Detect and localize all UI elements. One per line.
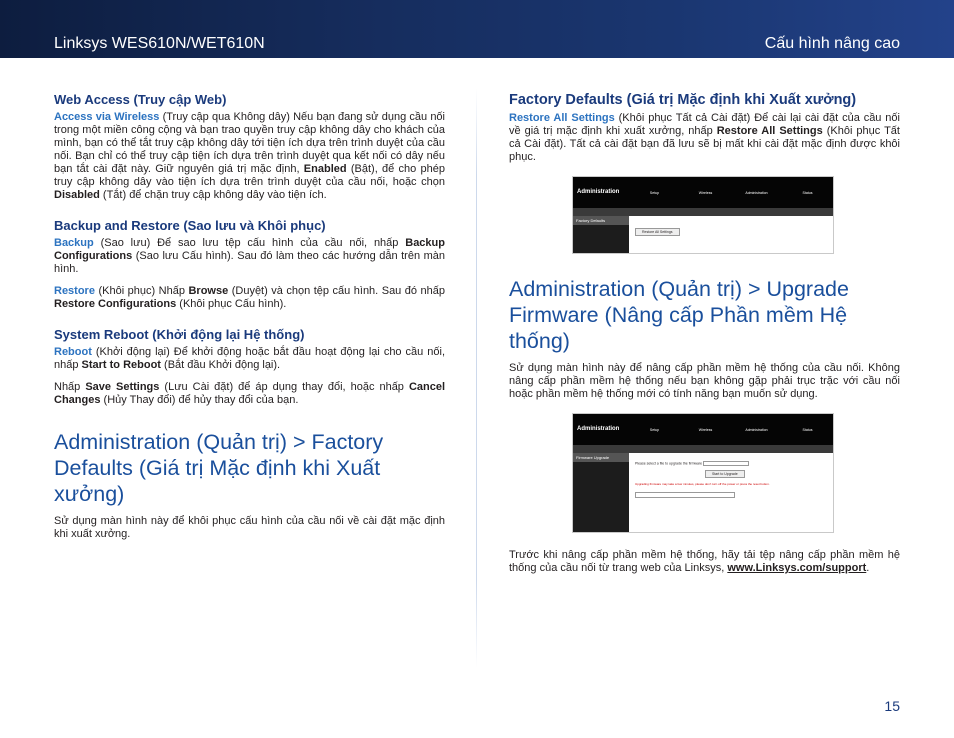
download-paragraph: Trước khi nâng cấp phần mềm hệ thống, hãy tải tệp nâng cấp phần mềm hệ thống của cầu nối từ trang web của Linksys, www.Linksys.com/support. [509,549,900,574]
screen-title-bar: Administration Setup Wireless Administration Status [573,177,833,208]
screen-title-bar: Administration Setup Wireless Administration Status [573,414,833,445]
screen-sidebar: Firmware Upgrade [573,453,629,532]
backup-heading: Backup and Restore (Sao lưu và Khôi phục) [54,218,326,233]
product-name: Linksys WES610N/WET610N [54,35,265,52]
section-name: Cấu hình nâng cao [764,35,900,52]
web-access-heading: Web Access (Truy cập Web) [54,92,227,107]
page-number: 15 [884,698,900,714]
restore-all-settings-button: Restore All Settings [635,228,680,236]
left-column [54,92,445,550]
factory-defaults-screenshot [572,176,834,254]
web-access-paragraph: Access via Wireless (Truy cập qua Không dây) Nếu bạn đang sử dụng cầu nối trong một miền công cộng và bạn trao quyền truy cập không dây cho khách của mình, bạn có thể tắt truy cập không dây tới tiện ích dựa trên trình duyệt của cầu nối. Bạn chỉ có thể truy cập tiện ích dựa trên trình duyệt qua kết nối có dây nếu bạn tắt cài đặt này. Giữ nguyên giá trị mặc định, Enabled (Bật), để cho phép truy cập không dây vào tiện ích dựa trên trình duyệt của cầu nối, hoặc chọn Disabled (Tắt) để chặn truy cập không dây vào tiện ích. [54,111,445,201]
screen-main: Please select a file to upgrade the firmware Start to Upgrade Upgrading firmware may take a few minutes, please don't turn off the power or press the reset button. [629,453,833,502]
reboot-paragraph: Reboot (Khởi động lại) Để khởi động hoặc bắt đầu hoạt động lại cho cầu nối, nhấp Start to Reboot (Bắt đầu Khởi động lại). [54,346,445,371]
upgrade-firmware-body: Sử dụng màn hình này để nâng cấp phần mềm hệ thống của cầu nối. Không nâng cấp phần mềm hệ thống nếu bạn không gặp phải trục trặc với cầu nối hoặc phần mềm hệ thống mới có tính năng bạn muốn sử dụng. [509,362,900,400]
reboot-heading: System Reboot (Khởi động lại Hệ thống) [54,327,305,342]
factory-heading: Factory Defaults (Giá trị Mặc định khi Xuất xưởng) [509,92,857,108]
screen-sidebar: Factory Defaults [573,216,629,253]
linksys-support-link[interactable]: www.Linksys.com/support [727,562,867,574]
column-divider [476,88,477,668]
restore-paragraph: Restore (Khôi phục) Nhấp Browse (Duyệt) và chọn tệp cấu hình. Sau đó nhấp Restore Configurations (Khôi phục Cấu hình). [54,285,446,310]
factory-defaults-body: Sử dụng màn hình này để khôi phục cấu hình của cầu nối về cài đặt mặc định khi xuất xưởng. [54,515,445,540]
upgrade-firmware-title: Administration (Quản trị) > Upgrade Firmware (Nâng cấp Phần mềm Hệ thống) [509,277,849,353]
factory-paragraph: Restore All Settings (Khôi phục Tất cả Cài đặt) Để cài lại cài đặt của cầu nối về giá trị mặc định khi xuất xưởng, nhấp Restore All Settings (Khôi phục Tất cả Cài đặt). Tất cả cài đặt bạn đã lưu sẽ bị mất khi cài đặt mặc định được khôi phục. [509,112,900,163]
page-header [0,0,954,58]
upgrade-firmware-screenshot [572,413,834,533]
factory-defaults-title: Administration (Quản trị) > Factory Defaults (Giá trị Mặc định khi Xuất xưởng) [54,430,384,506]
right-column [509,92,900,584]
save-paragraph: Nhấp Save Settings (Lưu Cài đặt) để áp dụng thay đổi, hoặc nhấp Cancel Changes (Hủy Thay đổi) để hủy thay đổi của bạn. [54,381,446,406]
backup-paragraph: Backup (Sao lưu) Để sao lưu tệp cấu hình của cầu nối, nhấp Backup Configurations (Sao lưu Cấu hình). Sau đó làm theo các hướng dẫn trên màn hình. [54,237,445,275]
start-upgrade-button: Start to Upgrade [705,470,745,478]
screen-main [629,216,833,246]
